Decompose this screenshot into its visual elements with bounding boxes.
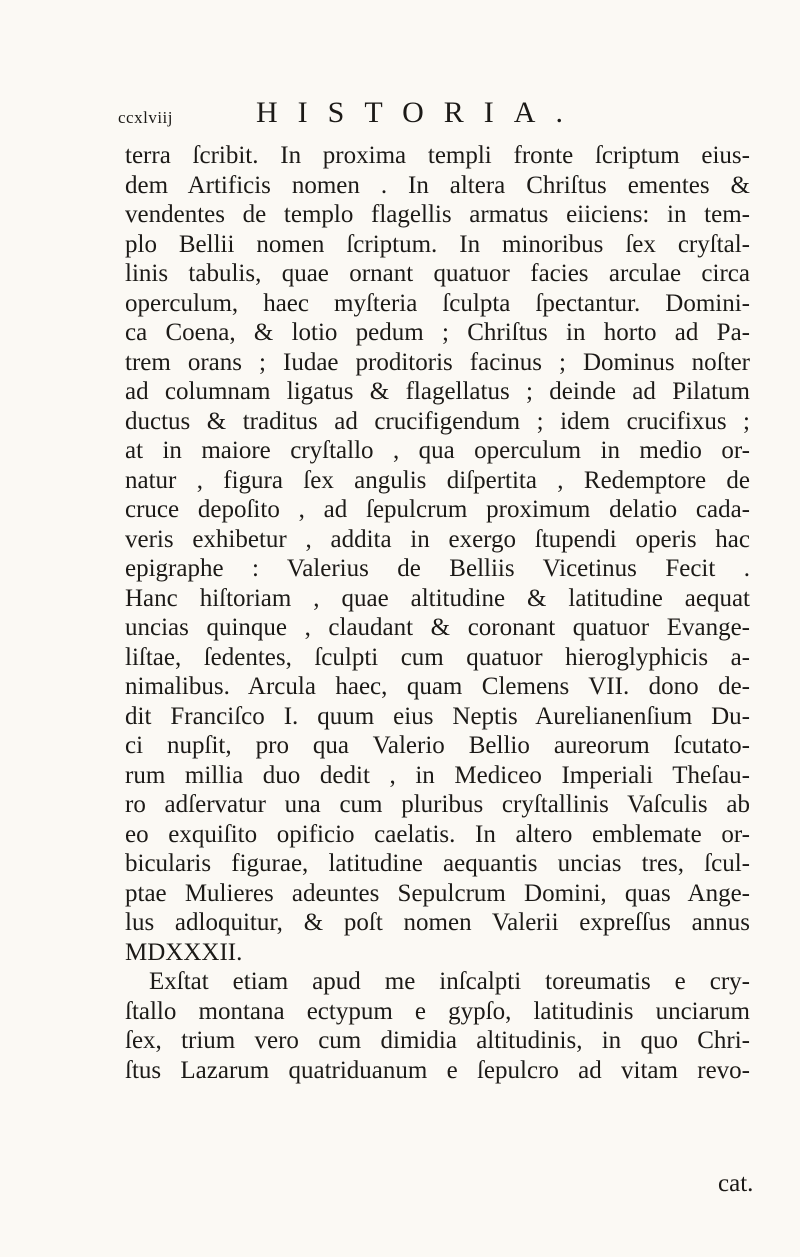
text-line: at in maiore cryſtallo , qua operculum in medio or- (125, 437, 750, 464)
catchword: cat. (718, 1170, 754, 1197)
text-line: rum millia duo dedit , in Mediceo Imperiali Theſau- (125, 761, 750, 789)
text-line: ci nupſit, pro qua Valerio Bellio aureorum ſcutato- (125, 732, 750, 759)
text-line: terra ſcribit. In proxima templi fronte ſcriptum eius- (125, 142, 750, 169)
text-line: ad columnam ligatus & flagellatus ; deinde ad Pilatum (125, 378, 750, 405)
text-line: Exſtat etiam apud me inſcalpti toreumatis e cry- (149, 968, 750, 995)
text-line: natur , figura ſex angulis diſpertita , Redemptore de (125, 466, 750, 494)
text-line: ſtus Lazarum quatriduanum e ſepulcro ad vitam revo- (125, 1056, 750, 1084)
text-line: veris exhibetur , addita in exergo ſtupendi operis hac (125, 525, 750, 553)
text-line: linis tabulis, quae ornant quatuor facies arculae circa (125, 260, 750, 287)
text-line: cruce depoſito , ad ſepulcrum proximum delatio cada- (125, 496, 750, 523)
text-line: trem orans ; Iudae proditoris facinus ; Dominus noſter (125, 348, 750, 376)
text-line: ductus & traditus ad crucifigendum ; idem crucifixus ; (125, 407, 750, 435)
text-line: nimalibus. Arcula haec, quam Clemens VII. dono de- (125, 673, 750, 700)
text-line: dit Franciſco I. quum eius Neptis Aurelianenſium Du- (125, 702, 750, 730)
text-line: operculum, haec myſteria ſculpta ſpectantur. Domini- (125, 289, 750, 317)
text-line: liſtae, ſedentes, ſculpti cum quatuor hieroglyphicis a- (125, 643, 750, 671)
text-line: ro adſervatur una cum pluribus cryſtallinis Vaſculis ab (125, 791, 750, 818)
text-line: eo exquiſito opificio caelatis. In altero emblemate or- (125, 820, 750, 848)
text-line: ſtallo montana ectypum e gypſo, latitudinis unciarum (125, 997, 750, 1025)
text-line: dem Artificis nomen . In altera Chriſtus ementes & (125, 171, 750, 199)
text-line: Hanc hiſtoriam , quae altitudine & latitudine aequat (125, 584, 750, 612)
text-line: ca Coena, & lotio pedum ; Chriſtus in horto ad Pa- (125, 319, 750, 346)
folio-number: ccxlviij (118, 108, 173, 127)
text-line: ſex, trium vero cum dimidia altitudinis, in quo Chri- (125, 1027, 750, 1054)
body-text (125, 141, 750, 1085)
running-title: HISTORIA. (256, 96, 583, 129)
text-line: bicularis figurae, latitudine aequantis uncias tres, ſcul- (125, 850, 750, 877)
text-line: plo Bellii nomen ſcriptum. In minoribus ſex cryſtal- (125, 230, 750, 258)
text-line: lus adloquitur, & poſt nomen Valerii expreſſus annus (125, 909, 750, 936)
text-line: uncias quinque , claudant & coronant quatuor Evange- (125, 614, 750, 641)
page-header (118, 96, 678, 136)
text-line: ptae Mulieres adeuntes Sepulcrum Domini, quas Ange- (125, 879, 750, 907)
text-line: MDXXXII. (125, 938, 243, 966)
text-line: vendentes de templo flagellis armatus eiiciens: in tem- (125, 201, 750, 228)
text-line: epigraphe : Valerius de Belliis Vicetinus Fecit . (125, 555, 750, 582)
